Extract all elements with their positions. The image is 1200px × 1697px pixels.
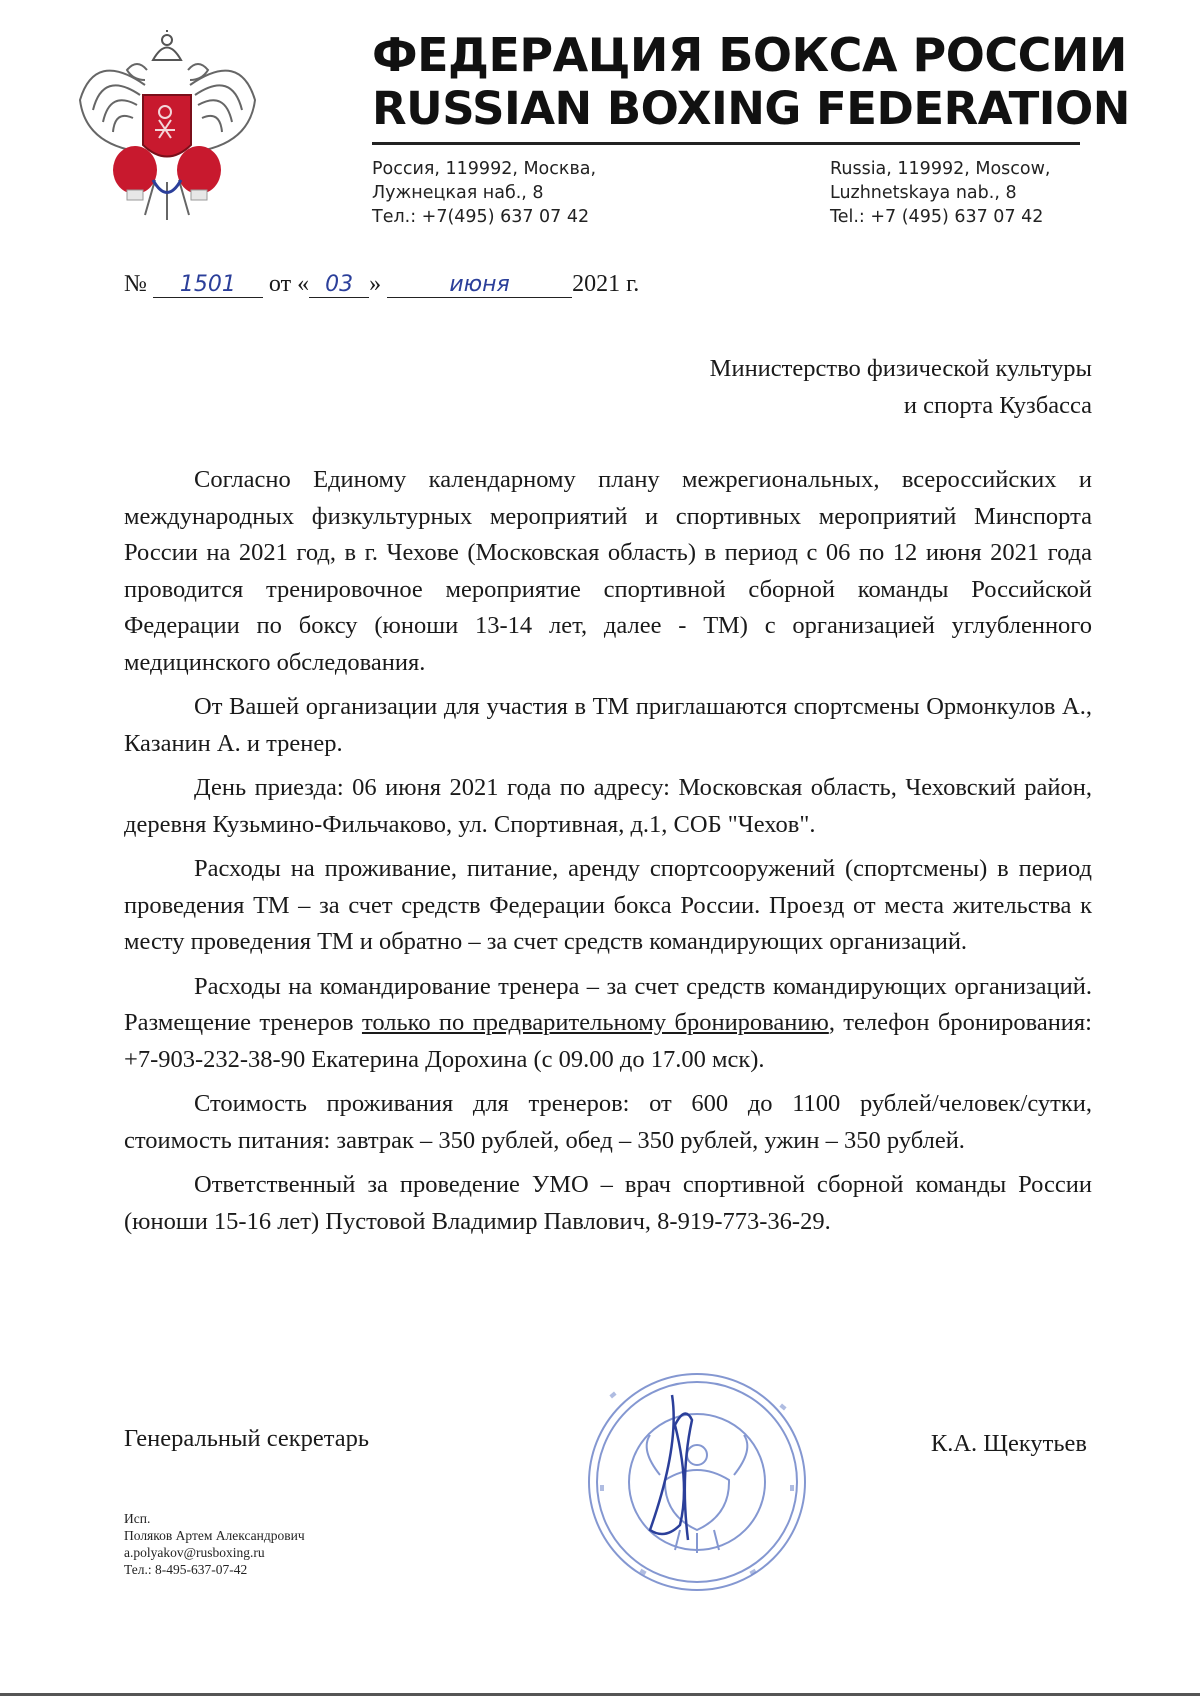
body-paragraph: День приезда: 06 июня 2021 года по адресу: Московская область, Чеховский район, деревня Кузьмино-Фильчаково, ул. Спортивная, д.1, СОБ "Чехов".	[124, 774, 1092, 838]
address-en	[830, 157, 1050, 229]
page-bottom-edge	[0, 1693, 1200, 1696]
executor-email[interactable]: a.polyakov@rusboxing.ru	[124, 1545, 265, 1560]
body-text-span: Расходы на командирование тренера – за счет средств командирующих организаций. Размещение тренеров	[124, 972, 1092, 1036]
org-name-en: RUSSIAN BOXING FEDERATION	[372, 82, 1130, 135]
address-en-line: Tel.: +7 (495) 637 07 42	[830, 207, 1044, 227]
number-label: №	[124, 271, 147, 297]
federation-emblem-icon	[75, 30, 260, 235]
recipient-line: и спорта Кузбасса	[903, 392, 1092, 419]
signatory-title: Генеральный секретарь	[124, 1425, 370, 1452]
address-en-line: Russia, 119992, Moscow,	[830, 159, 1051, 179]
executor-name: Поляков Артем Александрович	[124, 1528, 305, 1543]
executor-phone: Тел.: 8-495-637-07-42	[124, 1562, 248, 1577]
body-paragraph: Согласно Единому календарному плану межрегиональных, всероссийских и международных физкультурных мероприятий и спортивных мероприятий Минспорта России на 2021 год, в г. Чехове (Московская область) в период с 06 по 12 июня 2021 года проводится тренировочное мероприятие спортивной сборной команды Российской Федерации по боксу (юноши 13-14 лет, далее - ТМ) с организацией углубленного медицинского обследования.	[124, 466, 1092, 676]
address-ru-line: Лужнецкая наб., 8	[372, 183, 544, 203]
date-label: от «	[268, 271, 310, 297]
underlined-text: только по предварительному бронированию	[361, 1009, 829, 1036]
header-divider	[372, 142, 1080, 145]
address-ru	[372, 157, 596, 229]
body-paragraph: Ответственный за проведение УМО – врач спортивной сборной команды России (юноши 15-16 лет) Пустовой Владимир Павлович, 8-919-773-36-29.	[124, 1171, 1092, 1235]
signature-icon	[650, 1395, 692, 1540]
address-ru-line: Тел.: +7(495) 637 07 42	[372, 207, 590, 227]
recipient-block	[710, 350, 1092, 424]
official-stamp-icon	[580, 1365, 815, 1600]
body-paragraph: Расходы на проживание, питание, аренду спортсооружений (спортсмены) в период проведения ТМ – за счет средств Федерации бокса России. Проезд от места жительства к месту проведения ТМ и обратно – за счет средств командирующих организаций.	[124, 855, 1092, 955]
body-text-span: , телефон бронирования: +7-903-232-38-90 Екатерина Дорохина (с 09.00 до 17.00 мск).	[124, 1009, 1092, 1073]
body-paragraph	[124, 969, 1092, 1079]
body-paragraph: Стоимость проживания для тренеров: от 600 до 1100 рублей/человек/сутки, стоимость питания: завтрак – 350 рублей, обед – 350 рублей, ужин – 350 рублей.	[124, 1090, 1092, 1154]
letter-month: июня	[387, 269, 572, 298]
letter-body	[124, 462, 1092, 1248]
address-en-line: Luzhnetskaya nab., 8	[830, 183, 1017, 203]
body-paragraph: От Вашей организации для участия в ТМ приглашаются спортсмены Ормонкулов А., Казанин А. и тренер.	[124, 693, 1092, 757]
letter-number: 1501	[153, 269, 263, 298]
recipient-line: Министерство физической культуры	[709, 355, 1092, 382]
letter-day: 03	[309, 269, 369, 298]
letter-year: 2021 г.	[572, 271, 640, 297]
date-day-close: »	[369, 271, 382, 297]
signatory-name: К.А. Щекутьев	[930, 1430, 1087, 1457]
executor-block	[124, 1510, 305, 1578]
address-ru-line: Россия, 119992, Москва,	[372, 159, 597, 179]
org-name-ru: ФЕДЕРАЦИЯ БОКСА РОССИИ	[372, 28, 1127, 82]
executor-label: Исп.	[124, 1511, 151, 1526]
reference-line	[124, 268, 639, 300]
